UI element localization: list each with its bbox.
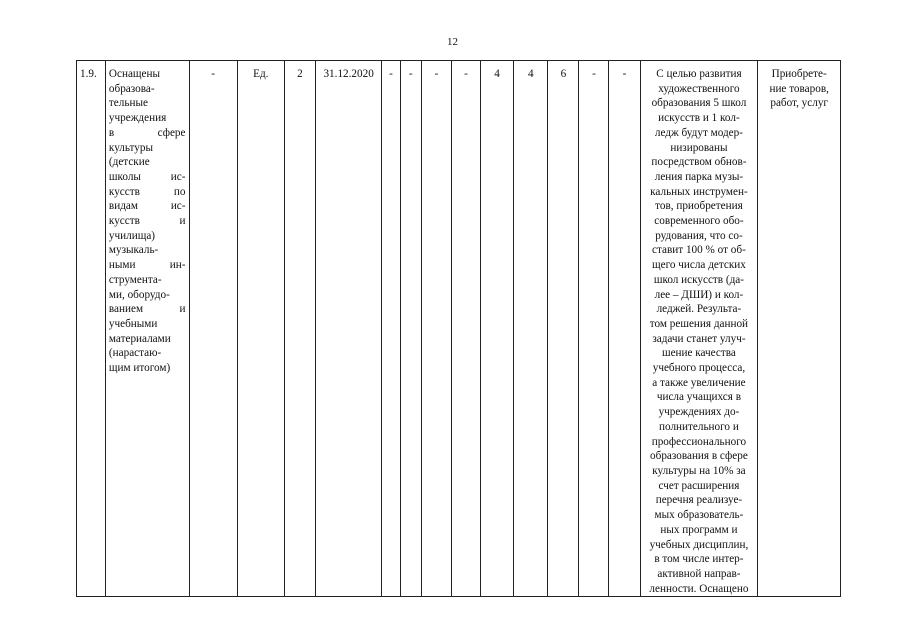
description-cell [640, 61, 758, 597]
description-line: леджей. Результа- [656, 303, 742, 316]
description-line: том решения данной [649, 317, 749, 330]
indicator-name-line: учреждения [108, 112, 167, 125]
description-line: посредством обнов- [651, 156, 747, 169]
description-line: активной направ- [657, 567, 741, 580]
unit-cell: Ед. [237, 61, 284, 597]
indicator-name-line: ванием и [108, 303, 186, 316]
action-type-line: работ, услуг [770, 97, 829, 110]
description-line: ных программ и [660, 523, 738, 536]
description-line: культуры на 10% за [652, 464, 746, 477]
indicator-name-line: кусств и [108, 215, 186, 228]
value-cell: - [400, 61, 421, 597]
action-type-cell [758, 61, 841, 597]
value-cell: 2 [284, 61, 315, 597]
description-line: тов, приобретения [655, 200, 743, 213]
indicator-name-line: музыкаль- [108, 244, 159, 257]
description-line: С целью развития [656, 68, 742, 80]
page-number: 12 [447, 36, 458, 48]
description-line: современного обо- [654, 215, 744, 228]
indicator-name-line: (нарастаю- [108, 347, 162, 360]
indicator-name-line: (детские [108, 156, 150, 169]
action-type-line: ние товаров, [769, 82, 829, 95]
indicator-name-line: образова- [108, 82, 155, 95]
table-row [77, 61, 841, 597]
indicator-name-line: ми, оборудо- [108, 288, 170, 301]
description-line: учебного процесса, [652, 362, 746, 375]
description-line: образования 5 школ [651, 97, 747, 110]
description-line: ледж будут модер- [654, 126, 743, 139]
description-line: низированы [670, 141, 728, 154]
description-line: в том числе интер- [654, 553, 744, 566]
value-cell: - [579, 61, 609, 597]
indicator-name-cell [105, 61, 189, 597]
row-number-cell: 1.9. [77, 61, 106, 597]
indicator-name-line: ными ин- [108, 259, 186, 272]
date-cell: 31.12.2020 [315, 61, 381, 597]
indicator-name-line: Оснащены [108, 68, 161, 80]
indicator-name-line: материалами [108, 332, 171, 345]
value-cell: - [451, 61, 480, 597]
indicator-name-line: видам ис- [108, 200, 186, 213]
indicator-name-line: тельные [108, 97, 148, 110]
indicator-name-line: щим итогом) [108, 362, 171, 375]
indicator-table [76, 60, 841, 597]
description-line: а также увеличение [652, 376, 746, 389]
indicator-name-line: школы ис- [108, 170, 186, 183]
description-line: ставит 100 % от об- [652, 244, 746, 257]
value-cell: - [609, 61, 640, 597]
indicator-name-line: в сфере [108, 126, 186, 139]
value-cell: 6 [548, 61, 579, 597]
description-line: учреждениях до- [658, 406, 740, 419]
description-line: учебных дисциплин, [649, 538, 749, 551]
description-line: рудования, что со- [655, 229, 743, 242]
indicator-name-line: культуры [108, 141, 154, 154]
description-line: кальных инструмен- [650, 185, 748, 198]
description-line: щего числа детских [651, 259, 746, 272]
description-line: профессионального [651, 435, 747, 448]
value-cell: 4 [480, 61, 513, 597]
description-line: числа учащихся в [656, 391, 742, 404]
indicator-name-line: струмента- [108, 273, 162, 286]
description-line: шение качества [661, 347, 736, 360]
description-line: счет расширения [658, 479, 740, 492]
value-cell: - [189, 61, 237, 597]
description-line: ления парка музы- [654, 170, 744, 183]
description-line: лее – ДШИ) и кол- [654, 288, 744, 301]
indicator-name-line: учебными [108, 317, 158, 330]
indicator-name-line: училища) [108, 229, 156, 242]
description-line: ленности. Оснащено [649, 582, 749, 595]
description-line: художественного [658, 82, 740, 95]
description-line: образования в сфере [650, 450, 748, 463]
description-line: задачи станет улуч- [652, 332, 746, 345]
description-line: перечня реализуе- [655, 494, 743, 507]
description-line: школ искусств (да- [653, 273, 744, 286]
description-line: полнительного и [659, 420, 739, 433]
description-line: искусств и 1 кол- [658, 112, 740, 125]
action-type-line: Приобрете- [771, 68, 827, 80]
indicator-name-line: кусств по [108, 185, 186, 198]
value-cell: - [421, 61, 451, 597]
value-cell: - [382, 61, 400, 597]
description-line: мых образователь- [654, 509, 744, 522]
value-cell: 4 [514, 61, 548, 597]
